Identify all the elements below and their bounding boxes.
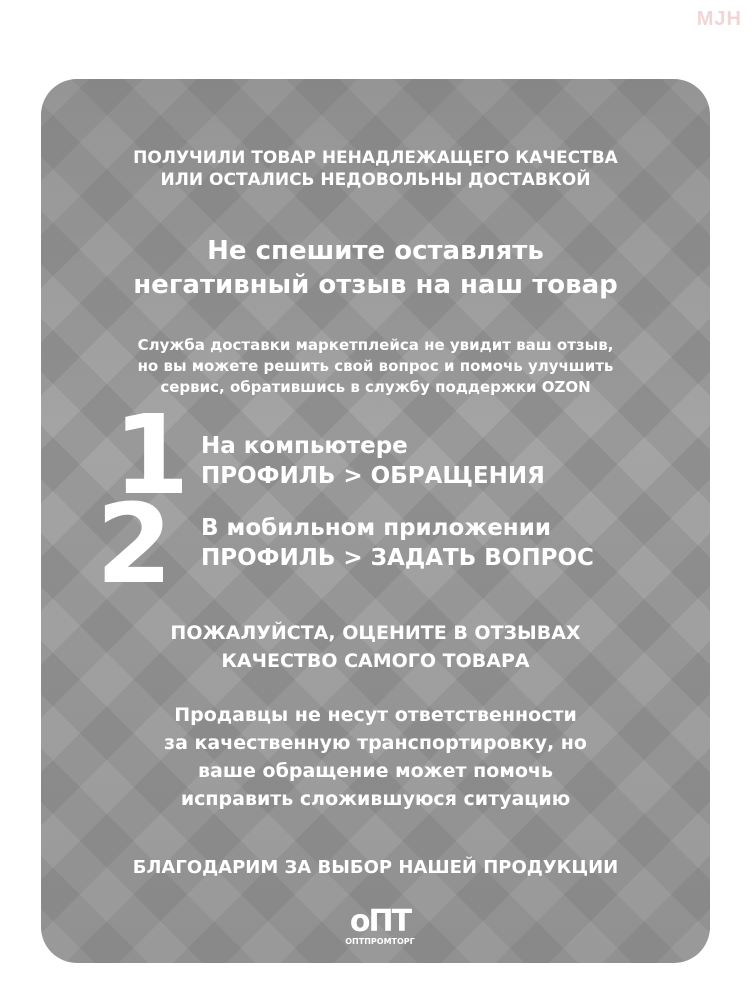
subhead-line: ИЛИ ОСТАЛИСЬ НЕДОВОЛЬНЫ ДОСТАВКОЙ (160, 170, 591, 190)
subhead (41, 147, 710, 191)
note-line: но вы можете решить свой вопрос и помочь улучшить (137, 357, 614, 375)
disclaimer-line: исправить сложившуюся ситуацию (180, 788, 571, 810)
headline-line: Не спешите оставлять (207, 236, 544, 266)
step-1-line: На компьютере (201, 433, 408, 459)
subhead-line: ПОЛУЧИЛИ ТОВАР НЕНАДЛЕЖАЩЕГО КАЧЕСТВА (133, 148, 618, 168)
step-number-1: 1 (113, 391, 190, 519)
step-2-path: ПРОФИЛЬ > ЗАДАТЬ ВОПРОС (201, 545, 594, 571)
headline-line: негативный отзыв на наш товар (133, 270, 618, 300)
sellers-disclaimer (41, 701, 710, 813)
note-line: Служба доставки маркетплейса не увидит ваш отзыв, (137, 336, 614, 354)
watermark: MJH (696, 8, 742, 30)
logo-name: ОПТПРОМТОРГ (345, 937, 415, 946)
rate-line: КАЧЕСТВО САМОГО ТОВАРА (221, 650, 530, 672)
support-note (41, 335, 710, 398)
logo-mark: оПТ (349, 904, 411, 939)
disclaimer-line: ваше обращение может помочь (198, 760, 553, 782)
step-1-path: ПРОФИЛЬ > ОБРАЩЕНИЯ (201, 463, 545, 489)
headline (41, 234, 710, 302)
step-2-line: В мобильном приложении (201, 515, 551, 541)
step-number-2: 2 (96, 480, 173, 608)
thanks-text: БЛАГОДАРИМ ЗА ВЫБОР НАШЕЙ ПРОДУКЦИИ (132, 857, 619, 878)
note-line: сервис, обратившись в службу поддержки OZON (160, 378, 591, 396)
disclaimer-line: за качественную транспортировку, но (164, 732, 587, 754)
rate-line: ПОЖАЛУЙСТА, ОЦЕНИТЕ В ОТЗЫВАХ (170, 622, 581, 644)
brand-logo (341, 904, 419, 947)
disclaimer-line: Продавцы не несут ответственности (174, 704, 577, 726)
info-card (41, 79, 710, 963)
step-1-text (201, 431, 545, 491)
step-2-text (201, 513, 594, 573)
rate-request (41, 619, 710, 675)
